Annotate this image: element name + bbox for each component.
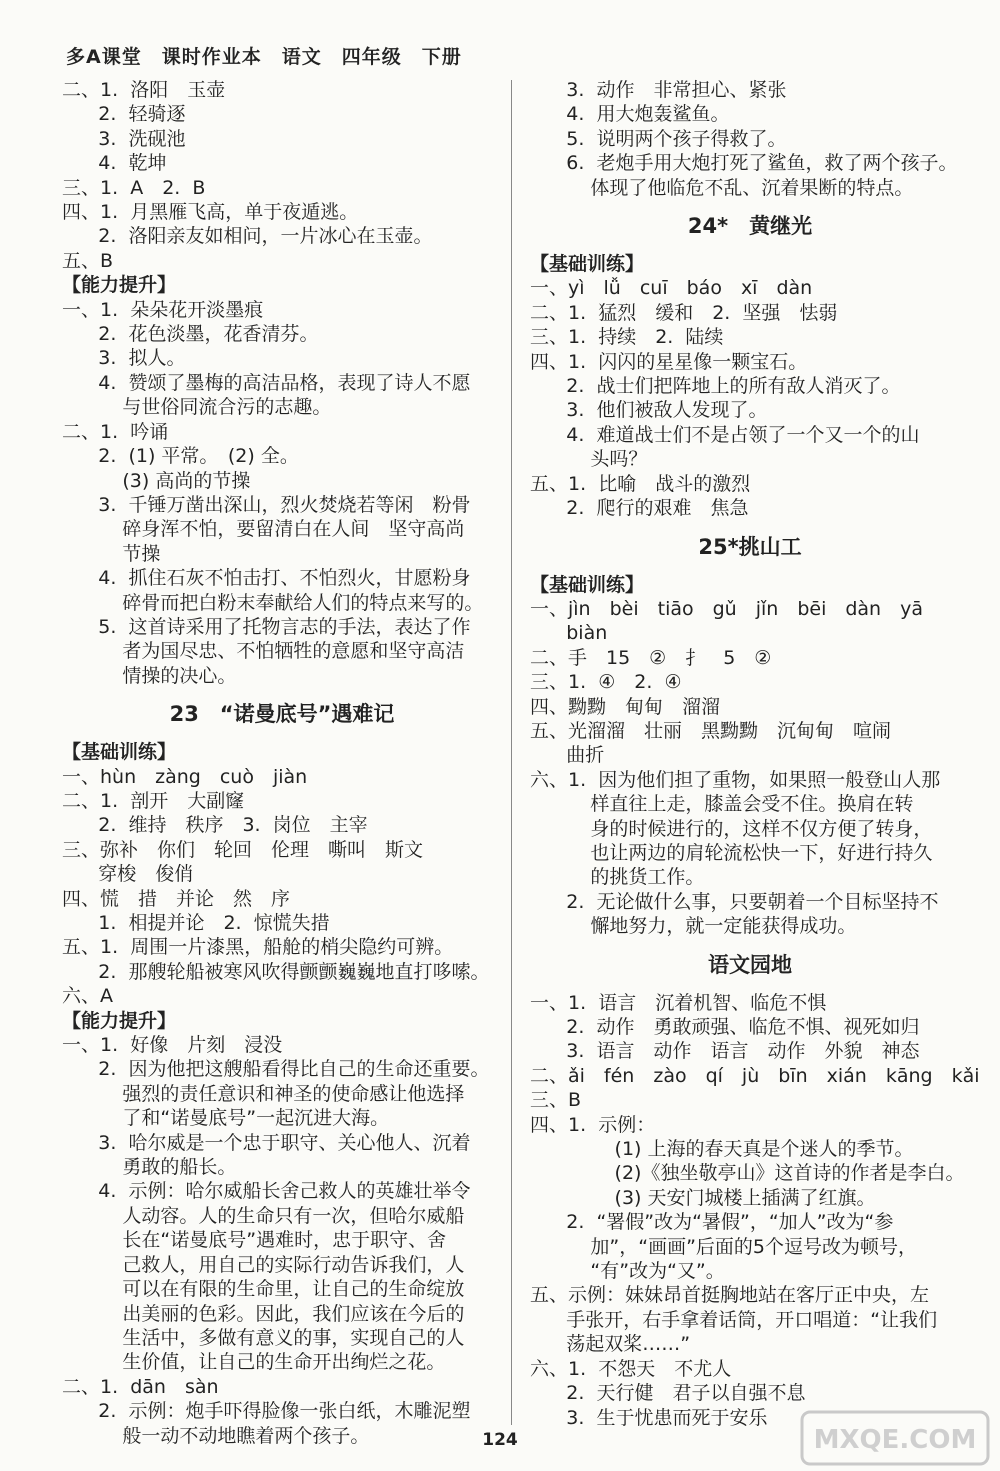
answer-line: 可以在有限的生命里，让自己的生命绽放 [62, 1278, 465, 1301]
section-heading: 【基础训练】 [530, 253, 645, 276]
answer-line: 三、1. 持续 2. 陆续 [530, 326, 724, 349]
answer-line: 荡起双桨……” [530, 1333, 691, 1356]
section-heading: 【基础训练】 [530, 573, 645, 596]
section-heading: 【能力提升】 [62, 274, 177, 297]
answer-line: 的挑货工作。 [530, 866, 705, 889]
answer-line: 五、光溜溜 壮丽 黑黝黝 沉甸甸 喧闹 [530, 719, 892, 742]
answer-line: 3. 动作 非常担心、紧张 [530, 79, 787, 101]
answer-line: 五、1. 比喻 战斗的激烈 [530, 472, 751, 495]
answer-line: 四、1. 月黑雁飞高，单于夜遁逃。 [62, 201, 359, 224]
answer-line: 三、1. A 2. B [62, 176, 206, 199]
answer-line: “有”改为“又”。 [530, 1260, 725, 1283]
page-number: 124 [482, 1430, 518, 1450]
column-divider [511, 80, 512, 1425]
watermark-logo [800, 1410, 990, 1466]
answer-line: 2. 战士们把阵地上的所有敌人消灭了。 [530, 375, 901, 398]
answer-line: 己救人，用自己的实际行动告诉我们，人 [62, 1253, 465, 1276]
answer-line: 6. 老炮手用大炮打死了鲨鱼，救了两个孩子。 [530, 152, 958, 175]
answer-line: 2. 动作 勇敢顽强、临危不惧、视死如归 [530, 1016, 920, 1038]
answer-line: 三、B [530, 1089, 582, 1112]
answer-line: 二、1. 洛阳 玉壶 [62, 79, 226, 101]
answer-line: 样直往上走，膝盖会受不住。换肩在转 [530, 793, 914, 816]
answer-line: 2. “署假”改为“暑假”，“加人”改为“参 [530, 1211, 894, 1234]
answer-line: 3. 拟人。 [62, 347, 186, 370]
answer-line: 节操 [62, 542, 161, 565]
answer-line: 手张开，右手拿着话筒，开口唱道：“让我们 [530, 1308, 938, 1331]
answer-line: 生价值，让自己的生命开出绚烂之花。 [62, 1351, 446, 1374]
answer-line: (3) 高尚的节操 [62, 469, 251, 492]
answer-line: 生活中，多做有意义的事，实现自己的人 [62, 1326, 465, 1349]
answer-line: 勇敢的船长。 [62, 1156, 237, 1179]
answer-line: 2. 因为他把这艘船看得比自己的生命还重要。 [62, 1058, 490, 1081]
answer-line: 体现了他临危不乱、沉着果断的特点。 [530, 176, 914, 199]
answer-line: 一、hùn zàng cuò jiàn [62, 765, 308, 788]
answer-line: 二、1. 剖开 大副窿 [62, 789, 245, 812]
answer-line: 4. 乾坤 [62, 152, 167, 175]
answer-line: 曲折 [530, 744, 605, 767]
answer-line: 六、A [62, 985, 113, 1008]
answer-line: 2. 洛阳亲友如相问，一片冰心在玉壶。 [62, 225, 433, 248]
answer-line: 身的时候进行的，这样不仅方便了转身， [530, 817, 933, 840]
answer-line: 了和“诺曼底号”一起沉进大海。 [62, 1107, 390, 1130]
answer-line: 2. 天行健 君子以自强不息 [530, 1382, 806, 1405]
answer-line: 一、jìn bèi tiāo gǔ jǐn bēi dàn yā [530, 597, 923, 620]
answer-line: 三、1. ④ 2. ④ [530, 671, 682, 694]
answer-line: 四、1. 闪闪的星星像一颗宝石。 [530, 350, 808, 373]
book-header: 多A课堂 课时作业本 语文 四年级 下册 [66, 46, 462, 68]
right-column [530, 78, 980, 1430]
svg-text:MXQE.COM: MXQE.COM [813, 1425, 977, 1455]
answer-line: (1) 上海的春天真是个迷人的季节。 [530, 1138, 914, 1161]
answer-line: 二、1. 猛烈 缓和 2. 坚强 怯弱 [530, 301, 838, 324]
answer-line: 4. 赞颂了墨梅的高洁品格，表现了诗人不愿 [62, 371, 471, 394]
answer-line: 四、黝黝 甸甸 溜溜 [530, 695, 721, 718]
answer-line: 二、手 15 ② 扌 5 ② [530, 646, 772, 669]
answer-line: 3. 哈尔威是一个忠于职守、关心他人、沉着 [62, 1131, 471, 1154]
answer-line: 般一动不动地瞧着两个孩子。 [62, 1424, 370, 1447]
answer-line: 2. 维持 秩序 3. 岗位 主宰 [62, 814, 368, 837]
lesson-title: 24* 黄继光 [687, 214, 813, 239]
answer-line: 2. 爬行的艰难 焦急 [530, 497, 749, 520]
answer-line: 1. 相提并论 2. 惊慌失措 [62, 912, 330, 934]
answer-line: 一、1. 好像 片刻 浸没 [62, 1034, 283, 1057]
lesson-title: 23 “诺曼底号”遇难记 [169, 702, 395, 727]
answer-line: 二、ǎi fén zào qí jù bīn xián kāng kǎi [530, 1064, 980, 1087]
answer-line: 4. 抓住石灰不怕击打、不怕烈火，甘愿粉身 [62, 567, 471, 590]
answer-line: 强烈的责任意识和神圣的使命感让他选择 [62, 1082, 465, 1105]
answer-line: 与世俗同流合污的志趣。 [62, 396, 332, 419]
answer-line: 一、1. 语言 沉着机智、临危不惧 [530, 991, 827, 1014]
answer-line: 3. 生于忧患而死于安乐 [530, 1406, 768, 1429]
answer-line: 2. 示例：炮手吓得脸像一张白纸，木雕泥塑 [62, 1400, 471, 1423]
lesson-title: 25*挑山工 [698, 534, 802, 559]
answer-line: 2. (1) 平常。 (2) 全。 [62, 445, 299, 468]
answer-line: 2. 轻骑逐 [62, 103, 186, 126]
answer-line: 4. 用大炮轰鲨鱼。 [530, 103, 730, 126]
answer-line: 3. 千锤万凿出深山，烈火焚烧若等闲 粉骨 [62, 493, 471, 516]
answer-line: 五、示例：妹妹昂首挺胸地站在客厅正中央，左 [530, 1284, 930, 1307]
answer-line: 二、1. dān sàn [62, 1375, 219, 1398]
answer-line: 者为国尽忠、不怕牺牲的意愿和坚守高洁 [62, 640, 465, 663]
answer-line: 懈地努力，就一定能获得成功。 [530, 915, 857, 938]
answer-line: 5. 这首诗采用了托物言志的手法，表达了作 [62, 615, 471, 638]
answer-line: 4. 示例：哈尔威船长舍己救人的英雄壮举令 [62, 1180, 471, 1203]
answer-line: (3) 天安门城楼上插满了红旗。 [530, 1186, 876, 1209]
answer-line: 长在“诺曼底号”遇难时，忠于职守、舍 [62, 1229, 447, 1252]
lesson-title: 语文园地 [708, 952, 792, 977]
answer-line: 人动容。人的生命只有一次，但哈尔威船 [62, 1204, 465, 1227]
answer-line: 四、1. 示例： [530, 1113, 656, 1136]
section-heading: 【基础训练】 [62, 741, 177, 764]
answer-line: 2. 花色淡墨，花香清芬。 [62, 323, 319, 346]
section-heading: 【能力提升】 [62, 1009, 177, 1032]
answer-line: 2. 无论做什么事，只要朝着一个目标坚持不 [530, 890, 939, 913]
answer-line: 碎骨而把白粉末奉献给人们的特点来写的。 [62, 591, 484, 614]
answer-line: 出美丽的色彩。因此，我们应该在今后的 [62, 1302, 465, 1325]
answer-line: (2)《独坐敬亭山》这首诗的作者是李白。 [530, 1162, 965, 1185]
answer-line: 情操的决心。 [62, 664, 237, 687]
answer-line: 一、yì lǚ cuī báo xī dàn [530, 277, 813, 300]
answer-line: 2. 那艘轮船被寒风吹得颤颤巍巍地直打哆嗦。 [62, 960, 490, 983]
answer-line: 3. 语言 动作 语言 动作 外貌 神态 [530, 1040, 920, 1063]
answer-line: 五、B [62, 249, 114, 272]
answer-line: 六、1. 因为他们担了重物，如果照一般登山人那 [530, 768, 941, 791]
answer-line: 四、慌 措 并论 然 序 [62, 887, 291, 910]
answer-line: 三、弥补 你们 轮回 伦理 嘶叫 斯文 [62, 838, 424, 861]
answer-line: 也让两边的肩轮流松快一下，好进行持久 [530, 841, 933, 864]
answer-line: 4. 难道战士们不是占领了一个又一个的山 [530, 423, 920, 446]
answer-line: 五、1. 周围一片漆黑，船舱的梢尖隐约可辨。 [62, 936, 454, 959]
answer-line: 碎身浑不怕，要留清白在人间 坚守高尚 [62, 518, 465, 541]
answer-line: 加”，“画画”后面的5个逗号改为顿号， [530, 1235, 918, 1258]
answer-line: 二、1. 吟诵 [62, 420, 169, 443]
answer-line: 3. 他们被敌人发现了。 [530, 399, 768, 422]
answer-line: 3. 洗砚池 [62, 127, 186, 150]
answer-line: 六、1. 不怨天 不尤人 [530, 1357, 732, 1380]
answer-line: 穿梭 俊俏 [62, 863, 194, 886]
answer-line: biàn [530, 622, 608, 645]
answer-line: 头吗？ [530, 448, 648, 471]
left-column [62, 78, 502, 1448]
answer-line: 5. 说明两个孩子得救了。 [530, 127, 787, 150]
answer-line: 一、1. 朵朵花开淡墨痕 [62, 298, 264, 321]
